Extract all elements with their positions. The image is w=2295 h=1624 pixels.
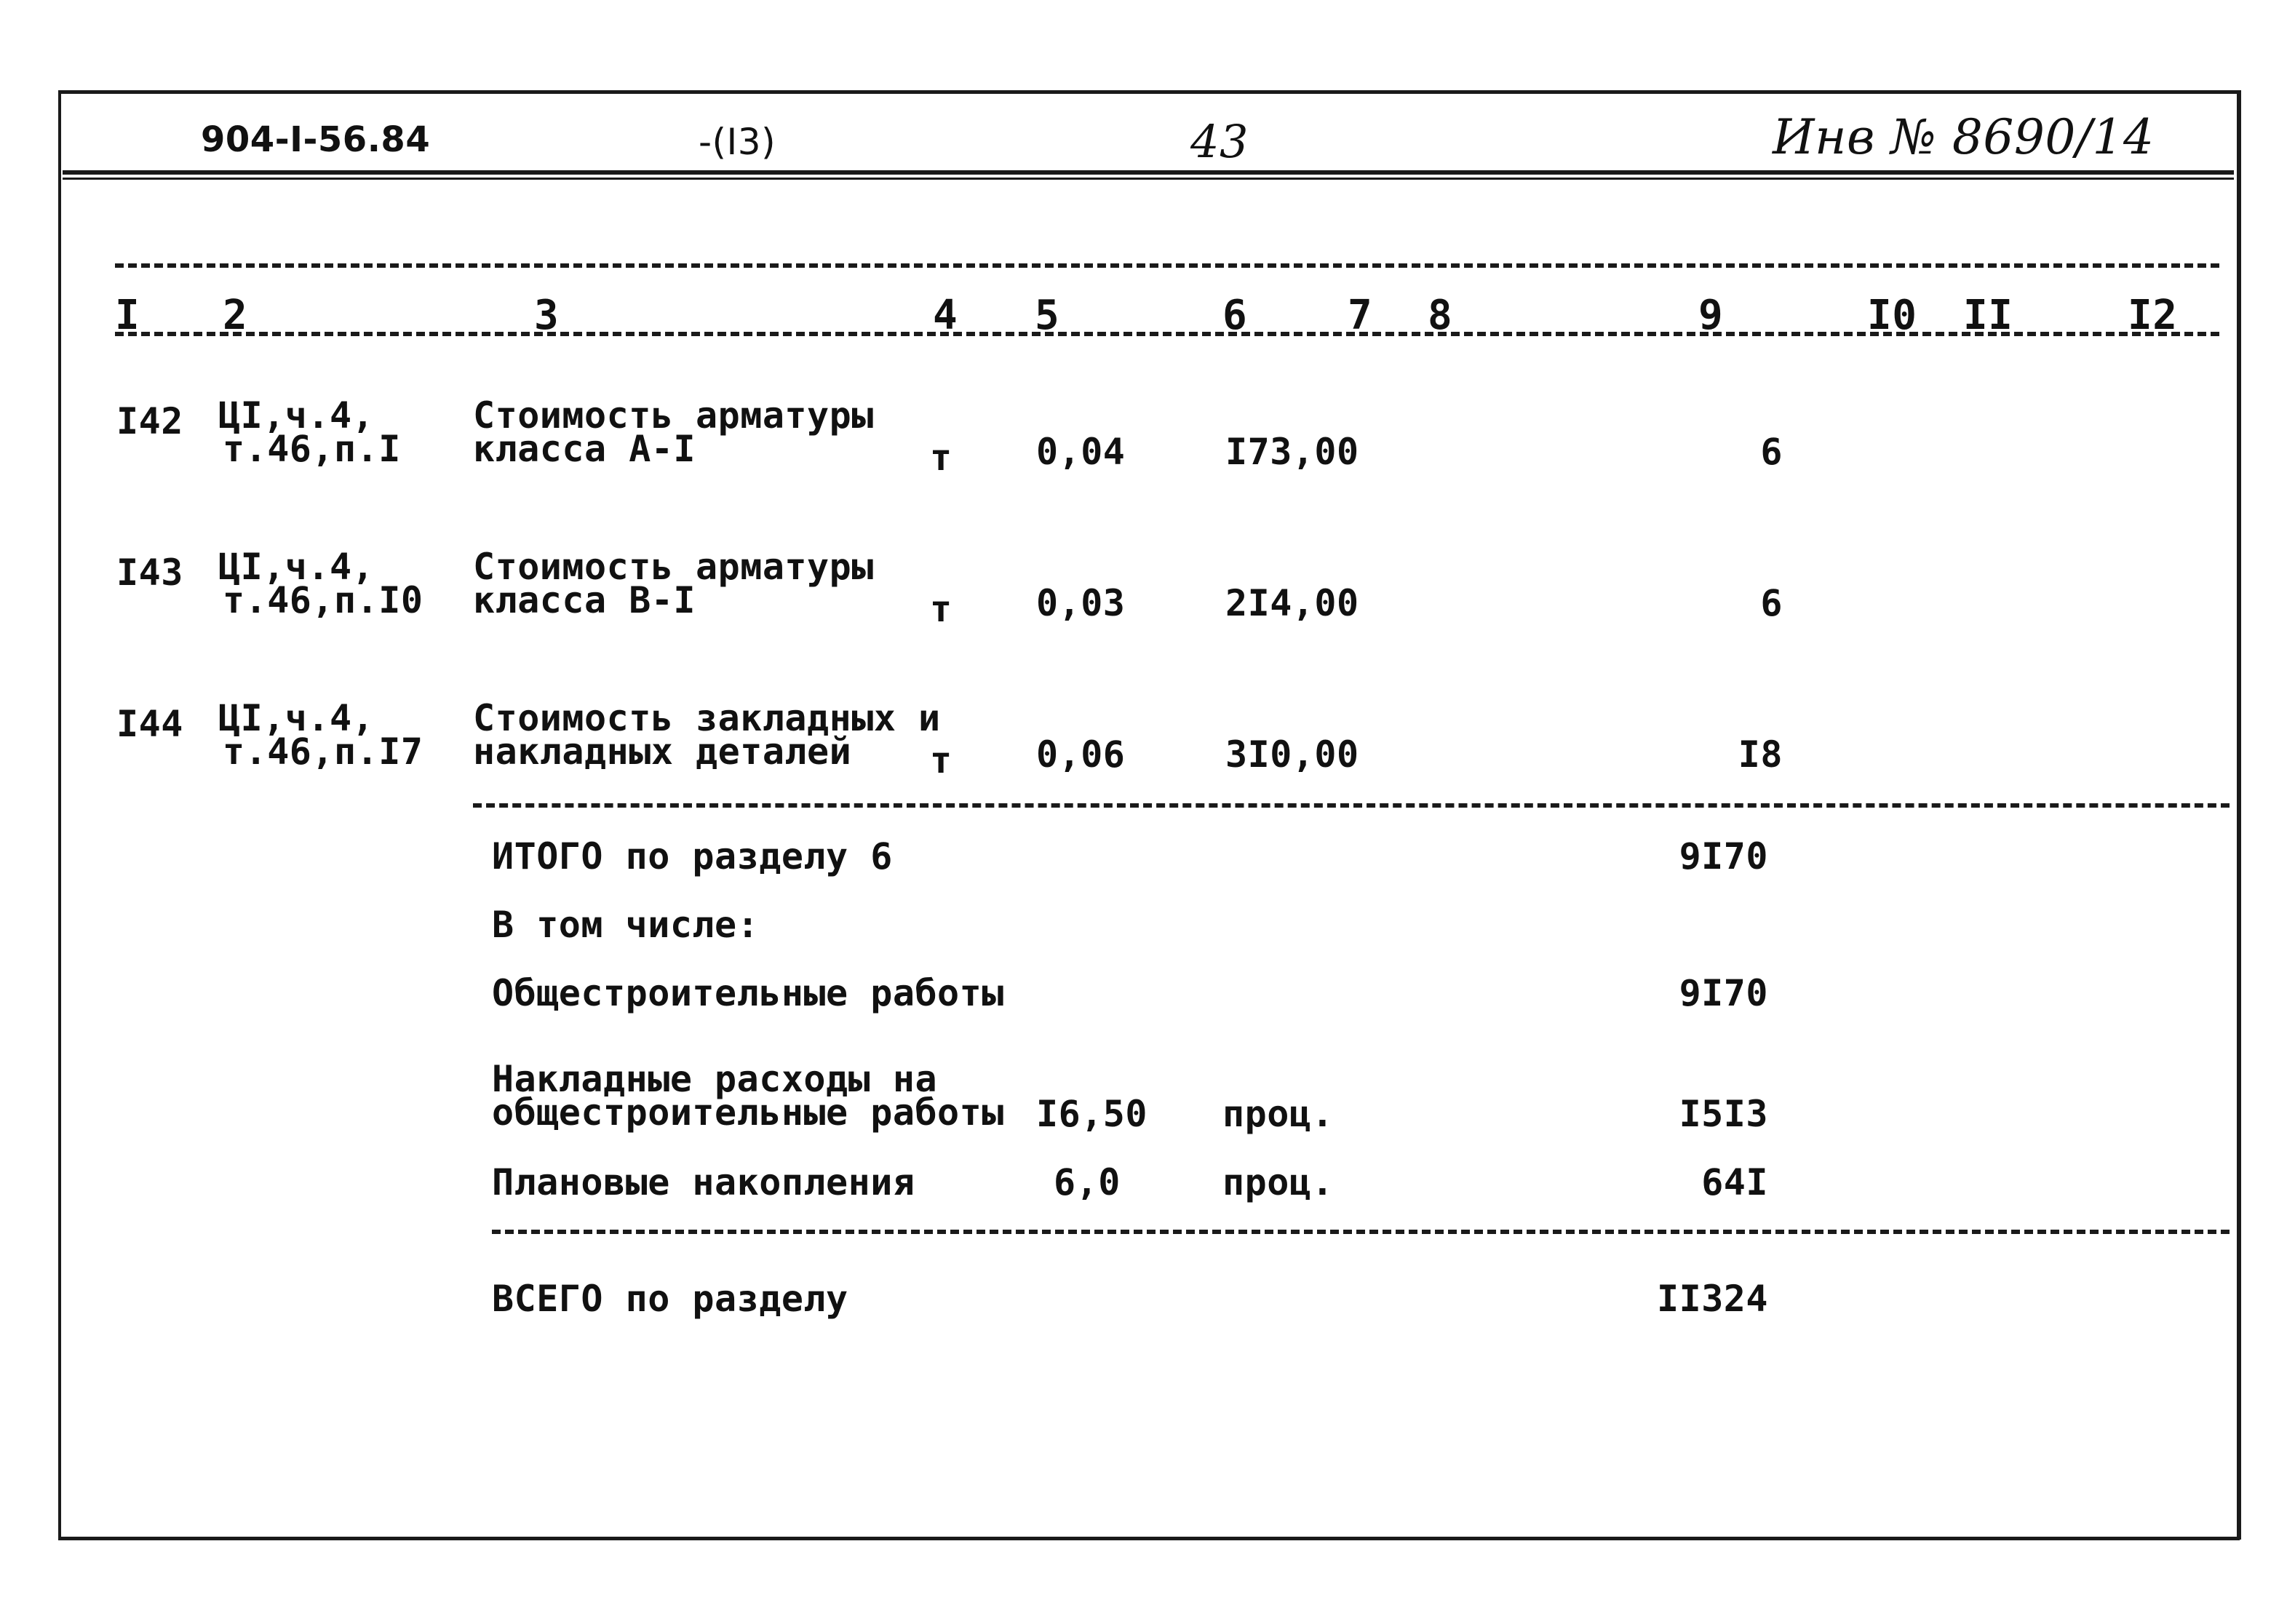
dashed-rule-total	[492, 1230, 2230, 1234]
col-num-2: 2	[223, 292, 248, 339]
row-price: I73,00	[1225, 431, 1359, 473]
frame-bottom-border	[58, 1537, 2240, 1540]
row-qty: 0,04	[1036, 431, 1126, 473]
row-number: I42	[116, 400, 183, 442]
planned-unit: проц.	[1222, 1161, 1335, 1203]
dashed-rule-colnums	[115, 332, 2219, 336]
row-qty: 0,06	[1036, 733, 1126, 776]
row-ref-line2: т.46,п.I7	[223, 731, 423, 773]
total-value: II324	[1656, 1278, 1768, 1320]
overhead-rate: I6,50	[1036, 1093, 1148, 1135]
row-total: 6	[1760, 582, 1783, 624]
row-desc-line2: накладных деталей	[473, 731, 852, 773]
planned-rate: 6,0	[1054, 1161, 1121, 1203]
col-num-5: 5	[1035, 292, 1060, 339]
col-num-11: II	[1963, 292, 2013, 339]
planned-value: 64I	[1701, 1161, 1768, 1203]
frame-right-border	[2237, 90, 2241, 1540]
col-num-8: 8	[1428, 292, 1453, 339]
col-num-6: 6	[1222, 292, 1248, 339]
overhead-value: I5I3	[1679, 1093, 1768, 1135]
dashed-rule-subtotal	[473, 803, 2230, 808]
itogo-value: 9I70	[1679, 835, 1768, 877]
row-ref-line1: ЦI,ч.4,	[218, 394, 375, 437]
row-desc-line2: класса А-I	[473, 428, 696, 470]
col-num-3: 3	[534, 292, 560, 339]
col-num-10: I0	[1867, 292, 1917, 339]
col-num-1: I	[115, 292, 140, 339]
row-desc-line1: Стоимость закладных и	[473, 697, 941, 739]
dashed-rule-top	[115, 263, 2219, 268]
general-works-label: Общестроительные работы	[492, 972, 1004, 1014]
overhead-unit: проц.	[1222, 1093, 1335, 1135]
col-num-12: I2	[2128, 292, 2178, 339]
row-qty: 0,03	[1036, 582, 1126, 624]
row-desc-line2: класса В-I	[473, 579, 696, 621]
row-price: 2I4,00	[1225, 582, 1359, 624]
frame-top-border	[58, 90, 2240, 94]
total-label: ВСЕГО по разделу	[492, 1278, 848, 1320]
row-ref-line1: ЦI,ч.4,	[218, 697, 375, 739]
row-desc-line1: Стоимость арматуры	[473, 546, 874, 588]
row-unit: т	[930, 739, 952, 781]
overhead-label-line1: Накладные расходы на	[492, 1058, 938, 1100]
row-ref-line2: т.46,п.I0	[223, 579, 423, 621]
row-desc-line1: Стоимость арматуры	[473, 394, 874, 437]
row-unit: т	[930, 437, 952, 479]
header-separator	[63, 170, 2234, 175]
doc-code: 904-I-56.84	[201, 119, 431, 160]
row-ref-line1: ЦI,ч.4,	[218, 546, 375, 588]
including-label: В том числе:	[492, 904, 760, 946]
frame-left-border	[58, 90, 61, 1540]
col-num-7: 7	[1348, 292, 1373, 339]
overhead-label-line2: общестроительные работы	[492, 1091, 1004, 1134]
row-price: 3I0,00	[1225, 733, 1359, 776]
general-works-value: 9I70	[1679, 972, 1768, 1014]
row-total: 6	[1760, 431, 1783, 473]
planned-label: Плановые накопления	[492, 1161, 915, 1203]
page-number: 43	[1190, 115, 1249, 168]
inventory-number: Инв № 8690/14	[1773, 109, 2155, 165]
row-ref-line2: т.46,п.I	[223, 428, 401, 470]
row-unit: т	[930, 588, 952, 630]
row-number: I44	[116, 703, 183, 745]
sheet-number: -(I3)	[699, 121, 776, 163]
row-number: I43	[116, 552, 183, 594]
col-num-9: 9	[1698, 292, 1724, 339]
row-total: I8	[1738, 733, 1783, 776]
itogo-label: ИТОГО по разделу 6	[492, 835, 893, 877]
col-num-4: 4	[933, 292, 958, 339]
header-separator-thin	[63, 178, 2234, 180]
